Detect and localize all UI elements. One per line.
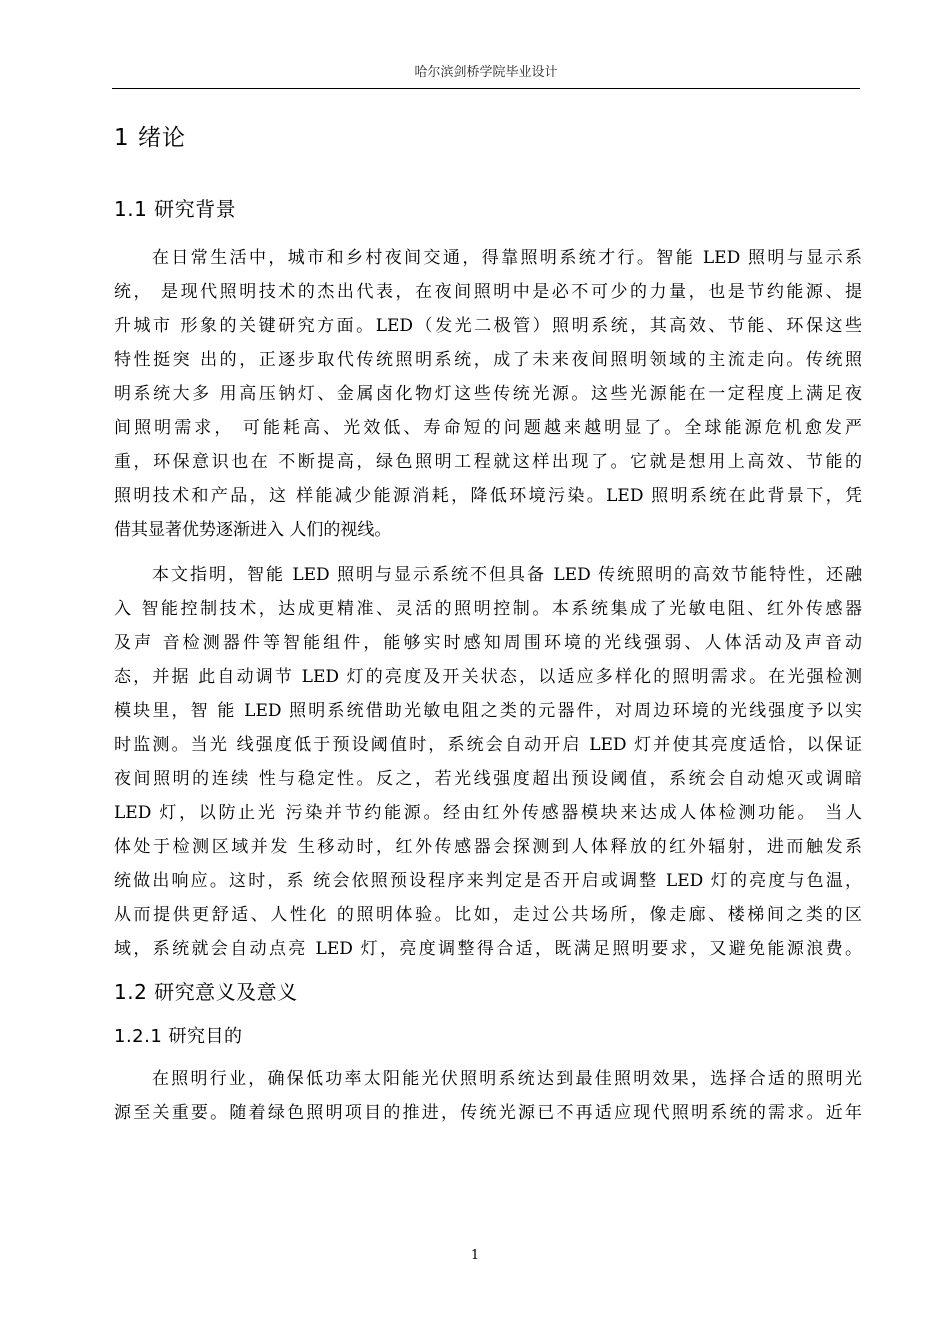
paragraph-line: LED 灯，以防止光 污染并节约能源。经由红外传感器模块来达成人体检测功能。 当人 [114,803,862,823]
paragraph-line: 升城市 形象的关键研究方面。LED（发光二极管）照明系统，其高效、节能、环保这些 [114,316,862,336]
section-heading-1-1: 1.1 研究背景 [114,197,237,221]
paragraph-line: 体处于检测区域并发 生移动时，红外传感器会探测到人体释放的红外辐射，进而触发系 [114,837,862,857]
section-heading-1-2: 1.2 研究意义及意义 [114,980,298,1004]
paragraph-line: 本文指明，智能 LED 照明与显示系统不但具备 LED 传统照明的高效节能特性，还融 [152,565,862,585]
header-divider [112,88,860,89]
paragraph-line: 明系统大多 用高压钠灯、金属卤化物灯这些传统光源。这些光源能在一定程度上满足夜 [114,384,862,404]
paragraph-line: 从而提供更舒适、人性化 的照明体验。比如，走过公共场所，像走廊、楼梯间之类的区 [114,905,862,925]
paragraph-line: 重，环保意识也在 不断提高，绿色照明工程就这样出现了。它就是想用上高效、节能的 [114,452,862,472]
paragraph-line: 在照明行业，确保低功率太阳能光伏照明系统达到最佳照明效果，选择合适的照明光 [152,1069,862,1089]
paragraph-line: 借其显著优势逐渐进入 人们的视线。 [114,520,392,540]
subsection-heading-1-2-1: 1.2.1 研究目的 [114,1026,243,1047]
purpose-paragraph [114,1062,862,1130]
paragraph-line: 照明技术和产品，这 样能减少能源消耗，降低环境污染。LED 照明系统在此背景下，凭 [114,486,862,506]
paragraph-line: 在日常生活中，城市和乡村夜间交通，得靠照明系统才行。智能 LED 照明与显示系 [152,248,862,268]
paragraph-line: 源至关重要。随着绿色照明项目的推进，传统光源已不再适应现代照明系统的需求。近年 [114,1103,862,1123]
page-number: 1 [470,1248,480,1263]
paragraph-line: 间照明需求， 可能耗高、光效低、寿命短的问题越来越明显了。全球能源危机愈发严 [114,418,862,438]
paragraph-line: 特性挺突 出的，正逐步取代传统照明系统，成了未来夜间照明领域的主流走向。传统照 [114,350,862,370]
chapter-heading: 1 绪论 [114,125,186,151]
paragraph-line: 域，系统就会自动点亮 LED 灯，亮度调整得合适，既满足照明要求，又避免能源浪费。 [114,939,862,959]
paragraph-line: 统做出响应。这时，系 统会依照预设程序来判定是否开启或调整 LED 灯的亮度与色温， [114,871,862,891]
page-header: 哈尔滨剑桥学院毕业设计 [414,65,558,80]
paragraph-line: 态，并据 此自动调节 LED 灯的亮度及开关状态，以适应多样化的照明需求。在光强检测 [114,667,862,687]
paragraph-line: 统， 是现代照明技术的杰出代表，在夜间照明中是必不可少的力量，也是节约能源、提 [114,282,862,302]
paragraph-line: 入 智能控制技术，达成更精准、灵活的照明控制。本系统集成了光敏电阻、红外传感器 [114,599,862,619]
paragraph-line: 及声 音检测器件等智能组件，能够实时感知周围环境的光线强弱、人体活动及声音动 [114,633,862,653]
paragraph-line: 时监测。当光 线强度低于预设阈值时，系统会自动开启 LED 灯并使其亮度适恰，以保证 [114,735,862,755]
paragraph-line: 模块里，智 能 LED 照明系统借助光敏电阻之类的元器件，对周边环境的光线强度予以实 [114,701,862,721]
paragraph-line: 夜间照明的连续 性与稳定性。反之，若光线强度超出预设阈值，系统会自动熄灭或调暗 [114,769,862,789]
background-paragraph-2 [114,558,862,966]
background-paragraph-1 [114,241,862,547]
